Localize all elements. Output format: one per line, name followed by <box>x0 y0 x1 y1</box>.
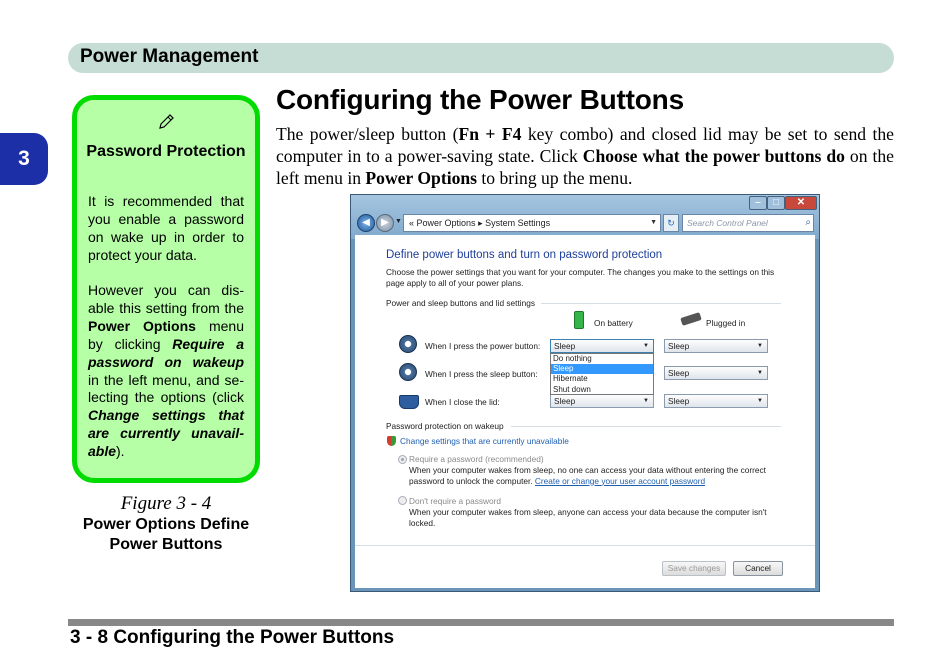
note-paragraph-1: It is recommended that you enable a password on wake up in order to protect your data. <box>88 193 244 263</box>
sleep-button-icon <box>399 363 417 381</box>
select-value: Sleep <box>554 396 576 406</box>
cancel-button[interactable]: Cancel <box>733 561 783 576</box>
maximize-button[interactable]: □ <box>767 196 785 210</box>
search-input[interactable] <box>682 214 814 232</box>
note-paragraph-2-run: However you can dis-able this setting from the <box>88 282 244 316</box>
column-plugged-in: Plugged in <box>706 318 746 328</box>
dialog-description: Choose the power settings that you want for your computer. The changes you make to the settings on this page apply to all of your power plans. <box>386 267 775 288</box>
refresh-icon[interactable]: ↻ <box>663 214 679 232</box>
search-icon[interactable]: ⌕ <box>805 217 811 228</box>
select-value: Sleep <box>554 341 576 351</box>
footer-divider <box>355 545 815 546</box>
no-password-description: When your computer wakes from sleep, anyone can access your data because the computer isn't locked. <box>409 507 767 528</box>
dropdown-option[interactable]: Do nothing <box>553 354 592 363</box>
body-paragraph-run: Power Options <box>365 168 478 188</box>
close-lid-plugged-select[interactable] <box>664 394 768 408</box>
footer-bar <box>68 619 894 626</box>
note-paragraph-2-run: Require a password on wakeup <box>88 335 244 370</box>
body-paragraph-run: Choose what the power buttons do <box>582 146 845 166</box>
note-paragraph-2-run: menu by clicking <box>88 317 244 352</box>
figure-title: Power Options Define Power Buttons <box>82 516 250 553</box>
chevron-down-icon: ▼ <box>757 370 763 376</box>
forward-arrow-icon[interactable]: ▶ <box>376 214 394 232</box>
body-paragraph <box>276 123 894 189</box>
power-button-battery-select[interactable] <box>550 339 654 353</box>
dialog-heading: Define power buttons and turn on password protection <box>386 249 663 261</box>
power-button-plugged-select[interactable] <box>664 339 768 353</box>
chevron-down-icon: ▼ <box>643 398 649 404</box>
page-title: Configuring the Power Buttons <box>276 84 684 115</box>
require-password-radio[interactable] <box>398 455 407 464</box>
close-lid-battery-select[interactable] <box>550 394 654 408</box>
pencil-icon <box>156 112 176 132</box>
require-password-text: When your computer wakes from sleep, no one can access your data without entering the correct password to unlock the computer. <box>409 465 766 486</box>
row-label-close-lid: When I close the lid: <box>425 397 500 407</box>
section-password-wakeup: Password protection on wakeup <box>386 421 504 431</box>
minimize-button[interactable]: – <box>749 196 767 210</box>
footer <box>70 627 394 649</box>
row-label-power-button: When I press the power button: <box>425 341 541 351</box>
breadcrumb-system-settings[interactable]: System Settings <box>485 218 551 228</box>
sleep-button-plugged-select[interactable] <box>664 366 768 380</box>
shield-icon <box>387 436 396 446</box>
no-password-label: Don't require a password <box>409 496 501 506</box>
page-number: 3 - 8 <box>70 627 109 648</box>
body-paragraph-run: key combo) and closed lid may be set to send the computer in to a power-saving state. Click <box>276 124 894 166</box>
power-button-icon <box>399 335 417 353</box>
chevron-down-icon: ▼ <box>643 343 649 349</box>
section-power-buttons: Power and sleep buttons and lid settings <box>386 298 535 308</box>
require-password-label: Require a password (recommended) <box>409 454 544 464</box>
note-paragraph-2-run: Change settings that are currently unavail-able <box>88 407 244 460</box>
history-dropdown-icon[interactable]: ▼ <box>395 218 402 225</box>
plug-icon <box>680 312 701 326</box>
figure-number: Figure 3 - 4 <box>120 493 212 514</box>
section-header-title: Power Management <box>80 46 259 67</box>
body-paragraph-run: The power/sleep button ( <box>276 124 459 144</box>
select-value: Sleep <box>668 396 690 406</box>
power-action-dropdown-list <box>550 353 654 395</box>
address-chevron-icon: « <box>409 218 417 228</box>
address-dropdown-icon[interactable]: ▼ <box>650 219 657 226</box>
dropdown-option[interactable]: Shut down <box>553 384 591 394</box>
body-paragraph-run: to bring up the menu. <box>477 168 633 188</box>
require-password-description <box>409 465 789 486</box>
no-password-radio[interactable] <box>398 496 407 505</box>
close-button[interactable]: ✕ <box>785 196 817 210</box>
address-bar[interactable] <box>403 214 661 232</box>
breadcrumb-separator-icon: ▸ <box>478 218 486 228</box>
change-settings-link[interactable]: Change settings that are currently unavailable <box>400 436 569 446</box>
note-paragraph-2 <box>88 282 244 461</box>
back-arrow-icon[interactable]: ◀ <box>357 214 375 232</box>
laptop-lid-icon <box>399 395 419 409</box>
note-paragraph-2-run: Power Options <box>88 317 196 334</box>
select-value: Sleep <box>668 341 690 351</box>
section-divider <box>541 303 781 304</box>
section-divider <box>511 426 781 427</box>
chevron-down-icon: ▼ <box>757 398 763 404</box>
dropdown-option[interactable]: Hibernate <box>553 374 588 384</box>
note-title: Password Protection <box>86 143 246 160</box>
chevron-down-icon: ▼ <box>757 343 763 349</box>
breadcrumb-power-options[interactable]: Power Options <box>416 218 476 228</box>
search-placeholder: Search Control Panel <box>687 218 768 228</box>
save-changes-button[interactable]: Save changes <box>662 561 726 576</box>
row-label-sleep-button: When I press the sleep button: <box>425 369 538 379</box>
battery-icon <box>574 311 584 329</box>
power-options-window <box>350 194 820 592</box>
footer-title: Configuring the Power Buttons <box>113 627 395 648</box>
figure-caption <box>82 493 250 554</box>
dropdown-option-selected[interactable]: Sleep <box>551 364 653 374</box>
note-paragraph-2-run: in the left menu, and se-lecting the options (click <box>88 371 244 406</box>
body-paragraph-run: Fn + F4 <box>458 124 522 144</box>
window-content <box>355 235 815 588</box>
select-value: Sleep <box>668 368 690 378</box>
chapter-tab: 3 <box>0 133 48 185</box>
body-paragraph-run: on the left menu in <box>276 146 894 188</box>
note-paragraph-2-run: ). <box>116 443 125 460</box>
create-password-link[interactable]: Create or change your user account password <box>534 475 706 486</box>
column-on-battery: On battery <box>594 318 633 328</box>
